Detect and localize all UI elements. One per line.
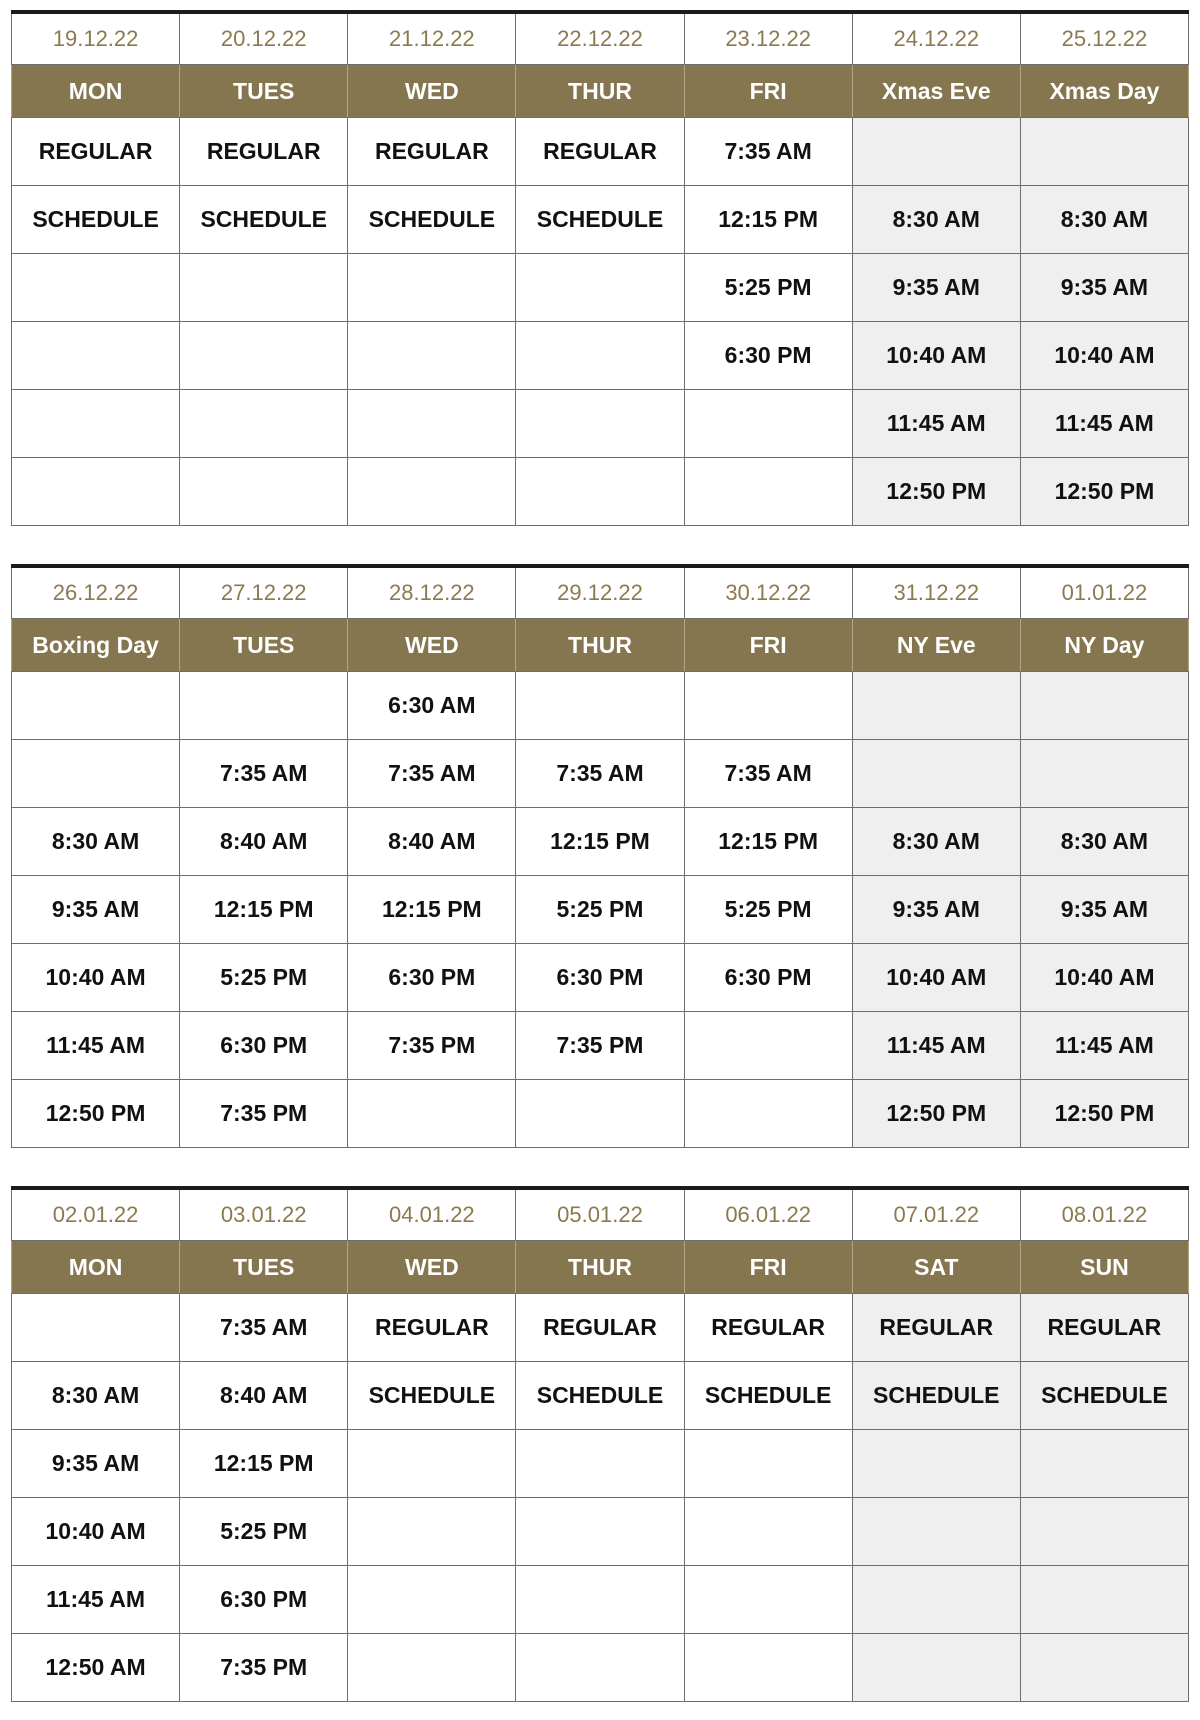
date-cell: 26.12.22 (12, 566, 180, 619)
time-cell: 11:45 AM (12, 1566, 180, 1634)
time-row (12, 944, 1189, 1012)
time-cell: 12:15 PM (684, 808, 852, 876)
day-header: TUES (180, 1241, 348, 1294)
time-cell: 6:30 PM (516, 944, 684, 1012)
date-cell: 04.01.22 (348, 1188, 516, 1241)
date-cell: 31.12.22 (852, 566, 1020, 619)
time-cell: 10:40 AM (852, 322, 1020, 390)
date-cell: 25.12.22 (1020, 12, 1188, 65)
time-cell: 7:35 PM (516, 1012, 684, 1080)
time-cell: 12:50 PM (1020, 458, 1188, 526)
date-cell: 06.01.22 (684, 1188, 852, 1241)
time-cell (12, 390, 180, 458)
time-cell: 12:15 PM (348, 876, 516, 944)
time-row (12, 1080, 1189, 1148)
time-cell: 5:25 PM (516, 876, 684, 944)
time-cell: 6:30 PM (348, 944, 516, 1012)
time-cell (684, 1498, 852, 1566)
time-row (12, 1362, 1189, 1430)
time-cell (516, 1566, 684, 1634)
time-cell (852, 1430, 1020, 1498)
time-row (12, 1498, 1189, 1566)
time-cell (348, 1634, 516, 1702)
time-cell (516, 672, 684, 740)
time-row (12, 1566, 1189, 1634)
time-cell: 6:30 PM (180, 1566, 348, 1634)
time-cell: 8:40 AM (180, 808, 348, 876)
time-cell: REGULAR (684, 1294, 852, 1362)
time-row (12, 672, 1189, 740)
time-cell: 7:35 PM (180, 1080, 348, 1148)
day-header: THUR (516, 619, 684, 672)
time-cell: 10:40 AM (852, 944, 1020, 1012)
time-cell: 10:40 AM (12, 944, 180, 1012)
time-cell: REGULAR (12, 118, 180, 186)
time-cell: 9:35 AM (1020, 254, 1188, 322)
time-row (12, 186, 1189, 254)
time-row (12, 458, 1189, 526)
time-cell: 12:15 PM (180, 1430, 348, 1498)
time-cell (516, 390, 684, 458)
day-header: WED (348, 1241, 516, 1294)
time-cell: 12:15 PM (516, 808, 684, 876)
time-cell (1020, 672, 1188, 740)
time-cell (516, 458, 684, 526)
time-cell (684, 672, 852, 740)
time-cell (852, 672, 1020, 740)
day-header-row (12, 619, 1189, 672)
time-cell (852, 1498, 1020, 1566)
schedule-table-week-2 (11, 564, 1189, 1148)
time-cell: 8:30 AM (852, 186, 1020, 254)
time-cell: 5:25 PM (180, 944, 348, 1012)
time-cell: REGULAR (852, 1294, 1020, 1362)
time-cell (516, 1498, 684, 1566)
time-cell: 7:35 AM (180, 1294, 348, 1362)
time-cell: 12:50 AM (12, 1634, 180, 1702)
time-cell: 8:30 AM (1020, 186, 1188, 254)
time-cell: 5:25 PM (684, 876, 852, 944)
time-cell: 7:35 AM (348, 740, 516, 808)
time-row (12, 390, 1189, 458)
time-row (12, 254, 1189, 322)
date-cell: 28.12.22 (348, 566, 516, 619)
day-header: WED (348, 619, 516, 672)
time-cell: 11:45 AM (12, 1012, 180, 1080)
time-row (12, 1012, 1189, 1080)
time-cell (684, 1430, 852, 1498)
time-cell: 12:50 PM (852, 1080, 1020, 1148)
time-cell (12, 254, 180, 322)
time-cell: 12:50 PM (12, 1080, 180, 1148)
time-cell (1020, 740, 1188, 808)
time-cell (348, 1430, 516, 1498)
time-cell (852, 1634, 1020, 1702)
date-cell: 02.01.22 (12, 1188, 180, 1241)
day-header: SAT (852, 1241, 1020, 1294)
day-header: THUR (516, 65, 684, 118)
time-cell: 7:35 AM (684, 118, 852, 186)
date-cell: 03.01.22 (180, 1188, 348, 1241)
date-cell: 21.12.22 (348, 12, 516, 65)
time-row (12, 1430, 1189, 1498)
time-cell: REGULAR (516, 118, 684, 186)
time-cell: 12:50 PM (1020, 1080, 1188, 1148)
time-cell (1020, 1430, 1188, 1498)
day-header: NY Eve (852, 619, 1020, 672)
date-cell: 08.01.22 (1020, 1188, 1188, 1241)
date-cell: 05.01.22 (516, 1188, 684, 1241)
time-cell (348, 1566, 516, 1634)
time-cell: 5:25 PM (684, 254, 852, 322)
time-cell (684, 1566, 852, 1634)
time-cell: 7:35 PM (348, 1012, 516, 1080)
time-cell: SCHEDULE (516, 186, 684, 254)
day-header: TUES (180, 65, 348, 118)
time-cell: SCHEDULE (684, 1362, 852, 1430)
time-cell: 12:15 PM (684, 186, 852, 254)
time-cell: 10:40 AM (12, 1498, 180, 1566)
time-cell: 11:45 AM (1020, 390, 1188, 458)
time-cell: SCHEDULE (180, 186, 348, 254)
time-cell: REGULAR (516, 1294, 684, 1362)
day-header: THUR (516, 1241, 684, 1294)
time-cell: 9:35 AM (852, 876, 1020, 944)
time-cell: SCHEDULE (348, 1362, 516, 1430)
time-cell: 7:35 AM (180, 740, 348, 808)
day-header: WED (348, 65, 516, 118)
time-cell: SCHEDULE (1020, 1362, 1188, 1430)
time-cell (852, 118, 1020, 186)
time-cell (348, 1080, 516, 1148)
time-cell: 12:15 PM (180, 876, 348, 944)
time-cell: REGULAR (348, 1294, 516, 1362)
time-row (12, 322, 1189, 390)
time-cell (852, 740, 1020, 808)
time-cell: SCHEDULE (516, 1362, 684, 1430)
time-cell: 9:35 AM (12, 1430, 180, 1498)
date-cell: 23.12.22 (684, 12, 852, 65)
day-header: Xmas Eve (852, 65, 1020, 118)
time-cell: 7:35 AM (684, 740, 852, 808)
time-cell (12, 458, 180, 526)
time-row (12, 740, 1189, 808)
time-cell: 6:30 PM (684, 944, 852, 1012)
time-cell (1020, 1634, 1188, 1702)
time-cell: REGULAR (1020, 1294, 1188, 1362)
time-cell: REGULAR (348, 118, 516, 186)
date-cell: 20.12.22 (180, 12, 348, 65)
date-cell: 27.12.22 (180, 566, 348, 619)
time-cell (12, 322, 180, 390)
date-cell: 01.01.22 (1020, 566, 1188, 619)
day-header: Xmas Day (1020, 65, 1188, 118)
time-cell: 5:25 PM (180, 1498, 348, 1566)
time-cell (180, 458, 348, 526)
time-cell (516, 322, 684, 390)
time-cell: 8:30 AM (12, 808, 180, 876)
time-cell (516, 1430, 684, 1498)
time-cell (684, 1012, 852, 1080)
time-cell: 8:30 AM (12, 1362, 180, 1430)
time-cell: 9:35 AM (852, 254, 1020, 322)
time-cell (684, 458, 852, 526)
day-header: MON (12, 1241, 180, 1294)
time-cell (180, 672, 348, 740)
time-cell: SCHEDULE (348, 186, 516, 254)
date-cell: 30.12.22 (684, 566, 852, 619)
day-header: FRI (684, 1241, 852, 1294)
time-row (12, 808, 1189, 876)
time-cell: 9:35 AM (12, 876, 180, 944)
time-cell (348, 254, 516, 322)
day-header-row (12, 65, 1189, 118)
time-cell: SCHEDULE (12, 186, 180, 254)
time-cell: 6:30 PM (684, 322, 852, 390)
time-cell (684, 1634, 852, 1702)
time-cell: 8:30 AM (1020, 808, 1188, 876)
time-cell (348, 390, 516, 458)
time-cell (348, 1498, 516, 1566)
time-cell (180, 322, 348, 390)
time-cell (180, 390, 348, 458)
date-cell: 19.12.22 (12, 12, 180, 65)
time-cell: 9:35 AM (1020, 876, 1188, 944)
time-cell (180, 254, 348, 322)
date-row (12, 1188, 1189, 1241)
time-row (12, 118, 1189, 186)
time-cell (12, 672, 180, 740)
date-cell: 22.12.22 (516, 12, 684, 65)
schedule-table-week-1 (11, 10, 1189, 526)
date-cell: 07.01.22 (852, 1188, 1020, 1241)
day-header: FRI (684, 619, 852, 672)
time-cell (516, 1634, 684, 1702)
time-cell (852, 1566, 1020, 1634)
day-header: NY Day (1020, 619, 1188, 672)
time-row (12, 876, 1189, 944)
time-cell: 11:45 AM (852, 390, 1020, 458)
time-cell: 11:45 AM (1020, 1012, 1188, 1080)
time-cell (1020, 118, 1188, 186)
time-cell: 7:35 AM (516, 740, 684, 808)
time-cell (12, 1294, 180, 1362)
time-cell (348, 458, 516, 526)
time-cell (684, 390, 852, 458)
day-header: SUN (1020, 1241, 1188, 1294)
date-row (12, 566, 1189, 619)
time-row (12, 1294, 1189, 1362)
day-header: TUES (180, 619, 348, 672)
time-row (12, 1634, 1189, 1702)
time-cell: 10:40 AM (1020, 322, 1188, 390)
time-cell (516, 254, 684, 322)
time-cell (1020, 1498, 1188, 1566)
time-cell: 8:30 AM (852, 808, 1020, 876)
time-cell: 6:30 PM (180, 1012, 348, 1080)
time-cell: 10:40 AM (1020, 944, 1188, 1012)
time-cell (516, 1080, 684, 1148)
day-header: FRI (684, 65, 852, 118)
time-cell: SCHEDULE (852, 1362, 1020, 1430)
day-header: MON (12, 65, 180, 118)
time-cell: 8:40 AM (180, 1362, 348, 1430)
date-cell: 24.12.22 (852, 12, 1020, 65)
time-cell (12, 740, 180, 808)
time-cell: 11:45 AM (852, 1012, 1020, 1080)
time-cell (1020, 1566, 1188, 1634)
date-row (12, 12, 1189, 65)
time-cell (348, 322, 516, 390)
time-cell: REGULAR (180, 118, 348, 186)
time-cell: 12:50 PM (852, 458, 1020, 526)
day-header: Boxing Day (12, 619, 180, 672)
time-cell (684, 1080, 852, 1148)
time-cell: 6:30 AM (348, 672, 516, 740)
schedule-table-week-3 (11, 1186, 1189, 1702)
time-cell: 8:40 AM (348, 808, 516, 876)
day-header-row (12, 1241, 1189, 1294)
time-cell: 7:35 PM (180, 1634, 348, 1702)
date-cell: 29.12.22 (516, 566, 684, 619)
